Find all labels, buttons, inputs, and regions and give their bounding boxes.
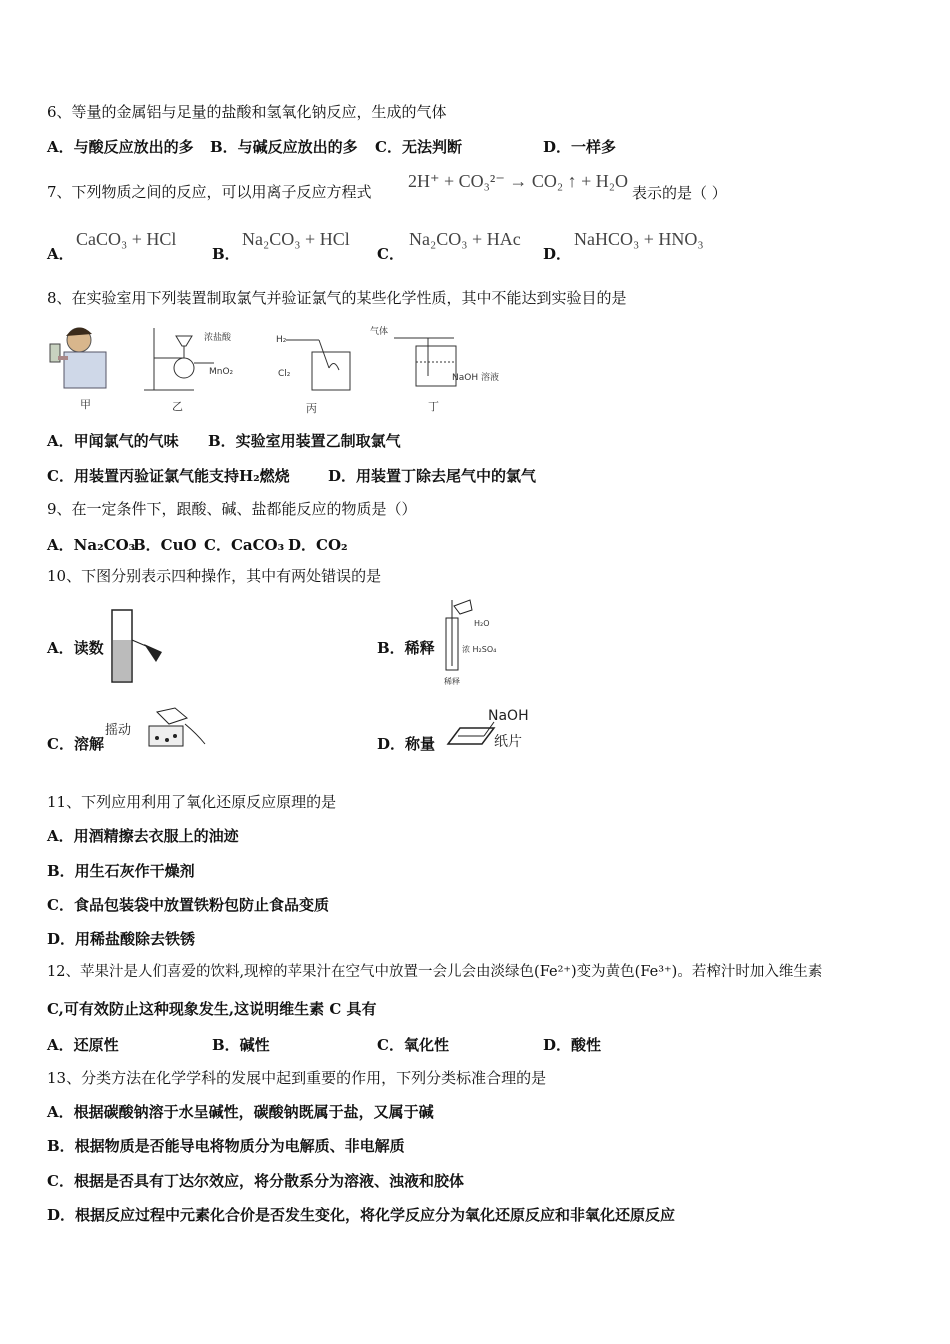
person-smelling-figure [50,327,106,388]
q10-c-shake: 摇动 [105,723,132,738]
q8-option-a[interactable]: A．甲闻氯气的气味 [47,432,179,450]
q9-option-b[interactable]: B．CuO [133,536,197,554]
q11-option-d[interactable]: D．用稀盐酸除去铁锈 [47,930,196,948]
q7-option-a-formula: CaCO₃ + HCl [76,229,177,249]
hydrogen-burning-figure [286,340,350,390]
q11-option-b[interactable]: B．用生石灰作干燥剂 [47,862,195,880]
q12-option-d[interactable]: D．酸性 [543,1036,602,1054]
tail-gas-absorber-figure [394,338,456,386]
q11-option-c[interactable]: C．食品包装袋中放置铁粉包防止食品变质 [47,896,329,914]
q12-stem-line2: C,可有效防止这种现象发生,这说明维生素 C 具有 [47,1000,377,1018]
q7-stem-end: 表示的是（ ） [632,184,727,202]
q12-option-c[interactable]: C．氧化性 [377,1036,449,1054]
q8-label-ding: 丁 [428,400,439,413]
q7-option-d-formula: NaHCO₃ + HNO₃ [574,229,704,249]
q7-ionic-equation: 2H⁺ + CO₃²⁻ → CO₂ ↑ + H₂O [408,171,629,191]
q7-option-c-letter[interactable]: C． [377,245,404,263]
q11-stem: 11、下列应用利用了氧化还原反应原理的是 [47,793,337,811]
q8-option-b[interactable]: B．实验室用装置乙制取氯气 [208,432,401,450]
q6-option-c[interactable]: C．无法判断 [375,138,462,156]
q9-option-c[interactable]: C．CaCO₃ [204,536,285,554]
q10-d-naoh: NaOH [488,708,529,724]
q6-stem: 6、等量的金属铝与足量的盐酸和氢氧化钠反应，生成的气体 [47,103,447,121]
q10-dilution-figure [440,596,515,688]
q8-option-c[interactable]: C．用装置丙验证氯气能支持H₂燃烧 [47,467,290,485]
q8-bing-cl2: Cl₂ [278,369,291,379]
q13-option-a[interactable]: A．根据碳酸钠溶于水呈碱性，碳酸钠既属于盐，又属于碱 [47,1103,434,1121]
q13-option-b[interactable]: B．根据物质是否能导电将物质分为电解质、非电解质 [47,1137,405,1155]
q12-option-b[interactable]: B．碱性 [212,1036,270,1054]
q8-ding-naoh: NaOH 溶液 [452,373,499,383]
q8-yi-conc-hcl: 浓盐酸 [204,333,232,343]
q7-option-b-formula: Na₂CO₃ + HCl [242,229,350,249]
q10-b-caption: 稀释 [444,677,460,686]
q7-option-d-letter[interactable]: D． [543,245,572,263]
q6-option-b[interactable]: B．与碱反应放出的多 [210,138,358,156]
q7-option-b-letter[interactable]: B． [212,245,240,263]
q8-bing-h2: H₂ [276,335,287,345]
q12-option-a[interactable]: A．还原性 [47,1036,119,1054]
q7-option-a-letter[interactable]: A． [47,245,74,263]
q6-option-d[interactable]: D．一样多 [543,138,617,156]
q9-option-d[interactable]: D．CO₂ [288,536,348,554]
q8-yi-mno2: MnO₂ [209,367,234,377]
q10-option-c[interactable]: C．溶解 [47,735,104,753]
q10-dissolving-figure [105,704,210,752]
q10-b-h2o: H₂O [474,619,490,628]
q8-ding-gas: 气体 [370,327,389,337]
q6-option-a[interactable]: A．与酸反应放出的多 [47,138,194,156]
q9-stem: 9、在一定条件下，跟酸、碱、盐都能反应的物质是（） [47,500,417,518]
q8-label-bing: 丙 [306,402,317,415]
q12-stem-line1: 12、苹果汁是人们喜爱的饮料,现榨的苹果汁在空气中放置一会儿会由淡绿色(Fe²⁺)变为黄色(Fe³⁺)。若榨汁时加入维生素 [47,964,823,980]
q9-option-a[interactable]: A．Na₂CO₃ [47,536,136,554]
q10-stem: 10、下图分别表示四种操作，其中有两处错误的是 [47,567,382,585]
q10-option-d[interactable]: D．称量 [377,735,436,753]
q8-apparatus-figure [44,318,524,418]
q10-option-b[interactable]: B．稀释 [377,639,435,657]
q7-option-c-formula: Na₂CO₃ + HAc [409,229,521,249]
q8-label-jia: 甲 [80,398,91,411]
q10-weighing-figure [444,704,544,752]
q10-reading-figure [104,606,174,688]
q13-option-c[interactable]: C．根据是否具有丁达尔效应，将分散系分为溶液、浊液和胶体 [47,1172,464,1190]
q7-stem: 7、下列物质之间的反应，可以用离子反应方程式 [47,183,372,201]
q10-option-a[interactable]: A．读数 [47,639,104,657]
q13-stem: 13、分类方法在化学学科的发展中起到重要的作用，下列分类标准合理的是 [47,1069,547,1087]
q13-option-d[interactable]: D．根据反应过程中元素化合价是否发生变化，将化学反应分为氧化还原反应和非氧化还原反应 [47,1206,676,1224]
q11-option-a[interactable]: A．用酒精擦去衣服上的油迹 [47,827,239,845]
q8-label-yi: 乙 [172,400,183,413]
q8-option-d[interactable]: D．用装置丁除去尾气中的氯气 [328,467,537,485]
q10-b-acid: 浓 H₂SO₄ [462,645,497,654]
q8-stem: 8、在实验室用下列装置制取氯气并验证氯气的某些化学性质，其中不能达到实验目的是 [47,289,627,307]
q10-d-paper: 纸片 [494,734,522,750]
